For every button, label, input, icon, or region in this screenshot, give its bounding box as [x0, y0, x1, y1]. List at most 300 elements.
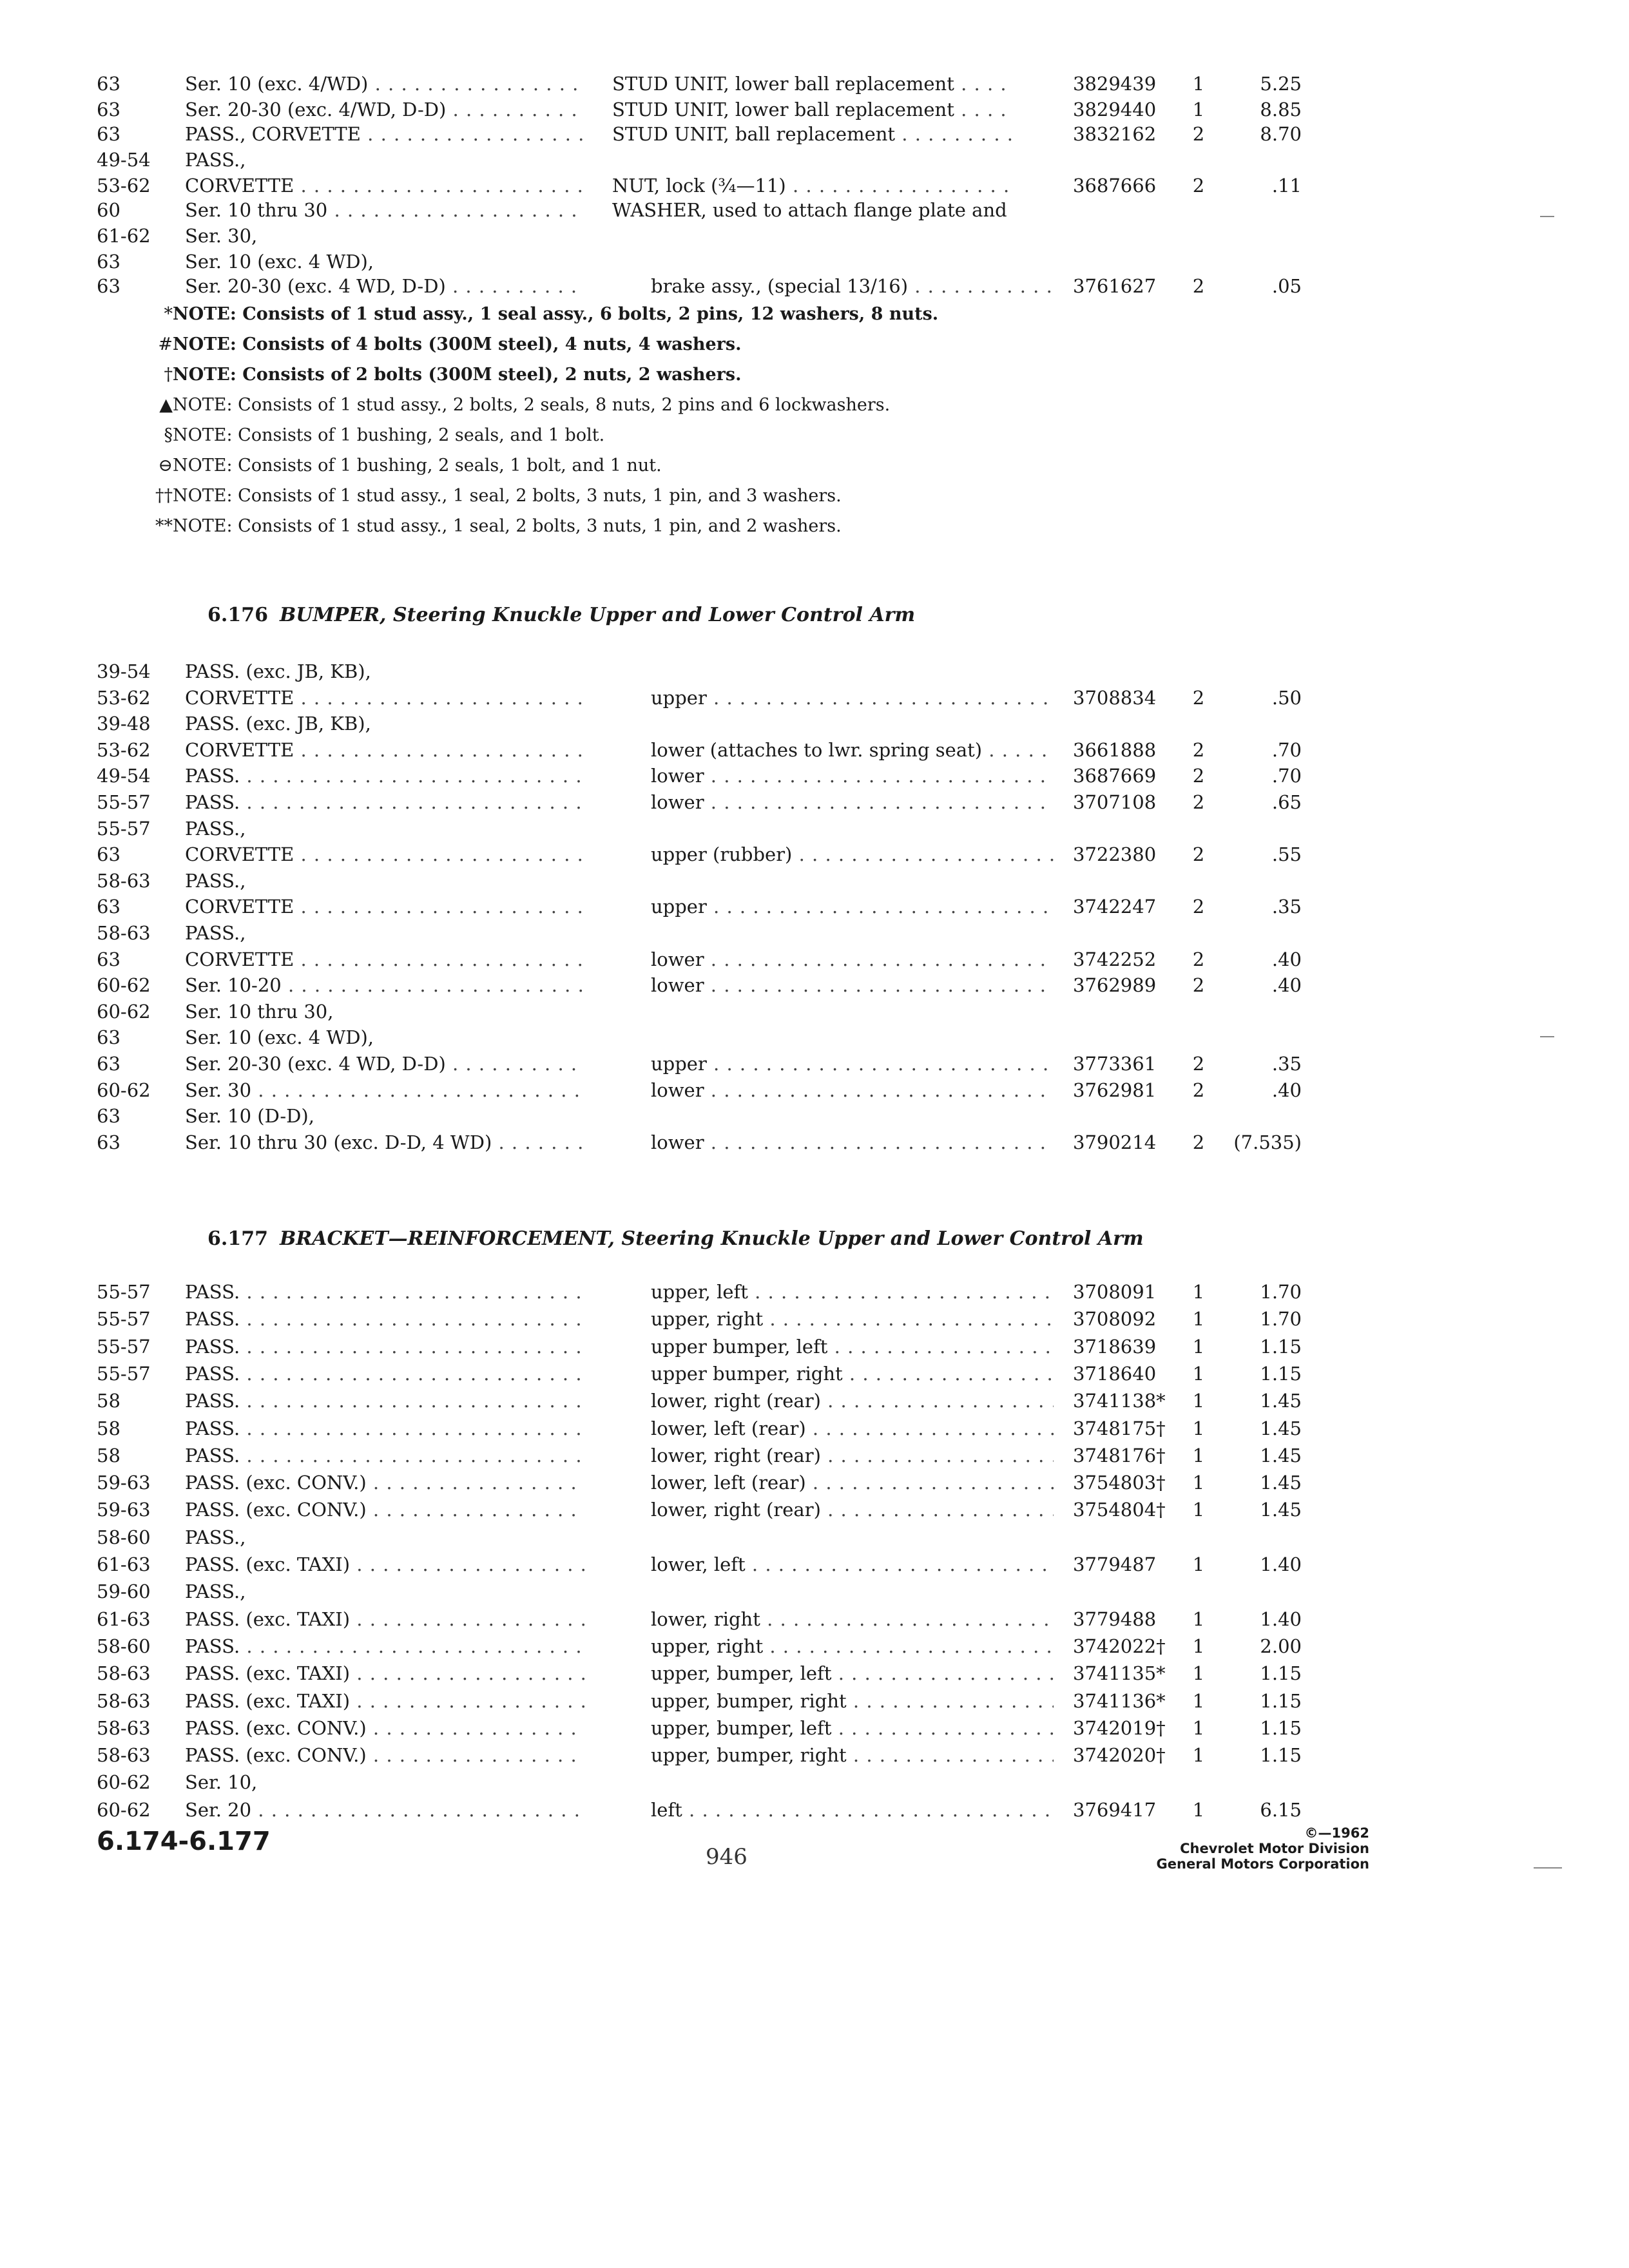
description: lower, left (rear) . . . — [651, 1470, 1054, 1495]
part-number: 3773361 — [1073, 1053, 1157, 1075]
note-line — [155, 332, 741, 358]
copyright-year: ©—1962 — [1304, 1825, 1369, 1841]
part-number: 3687666 — [1073, 175, 1157, 197]
quantity: 2 — [1192, 896, 1205, 918]
price: 1.15 — [1260, 1716, 1302, 1739]
year-range: 63 — [97, 1105, 120, 1128]
application: PASS. (exc. TAXI) . . . — [185, 1606, 584, 1632]
description: lower . . . — [651, 972, 1054, 998]
description: lower (attaches to lwr. spring seat) . . . — [651, 737, 1054, 763]
application: Ser. 10 thru 30, — [185, 1000, 334, 1023]
part-number: 3742247 — [1073, 896, 1157, 918]
price: 1.15 — [1260, 1335, 1302, 1358]
quantity: 1 — [1192, 1553, 1205, 1575]
description: WASHER, used to attach flange plate and — [612, 199, 1007, 221]
note-line — [155, 423, 604, 448]
part-number: 3748175† — [1073, 1417, 1166, 1439]
price: (7.535) — [1233, 1131, 1302, 1153]
application: Ser. 10 (D-D), — [185, 1105, 314, 1128]
margin-mark — [1534, 1867, 1562, 1869]
quantity: 1 — [1192, 1390, 1205, 1412]
table-row — [0, 1552, 1629, 1577]
year-range: 49-54 — [97, 765, 151, 787]
year-range: 63 — [97, 99, 120, 120]
quantity: 1 — [1192, 1662, 1205, 1685]
description: lower . . . — [651, 1077, 1054, 1103]
quantity: 2 — [1192, 275, 1205, 297]
price: .40 — [1271, 974, 1302, 997]
application: CORVETTE . . . — [185, 894, 584, 919]
part-number: 3661888 — [1073, 738, 1157, 761]
part-number: 3742019† — [1073, 1716, 1166, 1739]
table-row — [0, 658, 1629, 684]
quantity: 1 — [1192, 1744, 1205, 1767]
application: PASS. (exc. CONV.) . . . — [185, 1715, 584, 1741]
application: PASS. (exc. CONV.) . . . — [185, 1497, 584, 1523]
year-range: 53-62 — [97, 738, 151, 761]
description: STUD UNIT, lower ball replacement . . . — [612, 97, 1015, 122]
note-marker: ▲ — [159, 395, 173, 415]
part-number: 3790214 — [1073, 1131, 1157, 1153]
part-number: 3741135* — [1073, 1662, 1166, 1685]
application: PASS. . . . — [185, 1279, 584, 1305]
section-range: 6.174-6.177 — [97, 1827, 271, 1856]
description: upper, left . . . — [651, 1279, 1054, 1305]
table-row — [0, 1579, 1629, 1604]
year-range: 53-62 — [97, 686, 151, 709]
year-range: 63 — [97, 948, 120, 970]
quantity: 2 — [1192, 686, 1205, 709]
year-range: 58-60 — [97, 1635, 151, 1657]
application: Ser. 10-20 . . . — [185, 972, 584, 998]
table-row — [0, 223, 1629, 249]
quantity: 1 — [1192, 1417, 1205, 1439]
table-row — [0, 173, 1629, 198]
price: 5.25 — [1260, 73, 1302, 95]
description: brake assy., (special 13/16) . . . — [651, 273, 1054, 299]
quantity: 1 — [1192, 1608, 1205, 1630]
table-row — [0, 1633, 1629, 1659]
quantity: 2 — [1192, 948, 1205, 970]
price: .35 — [1271, 1053, 1302, 1075]
application: PASS., — [185, 922, 246, 944]
price: 8.70 — [1260, 123, 1302, 145]
table-row — [0, 1688, 1629, 1714]
description: left . . . — [651, 1797, 1054, 1823]
table-row — [0, 999, 1629, 1024]
description: lower . . . — [651, 1129, 1054, 1155]
description: upper . . . — [651, 894, 1054, 919]
description: lower, left . . . — [651, 1552, 1054, 1577]
price: 1.45 — [1260, 1499, 1302, 1521]
part-number: 3687669 — [1073, 765, 1157, 787]
application: Ser. 10 (exc. 4 WD), — [185, 251, 374, 273]
application: Ser. 20-30 (exc. 4/WD, D-D) . . . — [185, 97, 584, 122]
application: PASS. . . . — [185, 1306, 584, 1332]
price: 1.15 — [1260, 1662, 1302, 1685]
part-number: 3708092 — [1073, 1308, 1157, 1331]
part-number: 3707108 — [1073, 791, 1157, 813]
year-range: 63 — [97, 896, 120, 918]
year-range: 63 — [97, 1026, 120, 1049]
table-row — [0, 711, 1629, 736]
quantity: 1 — [1192, 1281, 1205, 1303]
price: .55 — [1271, 843, 1302, 866]
application: CORVETTE . . . — [185, 685, 584, 711]
year-range: 58-63 — [97, 869, 151, 892]
quantity: 1 — [1192, 1635, 1205, 1657]
note-text: NOTE: Consists of 1 stud assy., 2 bolts, 2 seals, 8 nuts, 2 pins and 6 lockwashers. — [173, 395, 891, 415]
price: 1.15 — [1260, 1744, 1302, 1767]
table-row — [0, 868, 1629, 894]
note-line — [155, 302, 938, 327]
note-marker: †† — [155, 486, 173, 506]
division-name: Chevrolet Motor Division — [1180, 1841, 1369, 1856]
year-range: 55-57 — [97, 1335, 151, 1358]
year-range: 55-57 — [97, 1308, 151, 1331]
part-number: 3779487 — [1073, 1553, 1157, 1575]
table-row — [0, 1606, 1629, 1632]
application: CORVETTE . . . — [185, 737, 584, 763]
copyright-block — [1118, 1825, 1369, 1872]
part-number: 3742252 — [1073, 948, 1157, 970]
price: 1.45 — [1260, 1472, 1302, 1494]
note-line — [155, 514, 842, 539]
application: Ser. 10, — [185, 1771, 258, 1794]
year-range: 60-62 — [97, 1798, 151, 1821]
table-row — [0, 789, 1629, 815]
description: lower, right (rear) . . . — [651, 1443, 1054, 1468]
table-row — [0, 1334, 1629, 1360]
price: .70 — [1271, 765, 1302, 787]
table-row — [0, 1742, 1629, 1768]
application: PASS., CORVETTE . . . — [185, 121, 584, 147]
year-range: 55-57 — [97, 791, 151, 813]
description: lower . . . — [651, 763, 1054, 789]
part-number: 3779488 — [1073, 1608, 1157, 1630]
year-range: 55-57 — [97, 817, 151, 840]
description: upper, right . . . — [651, 1633, 1054, 1659]
margin-mark — [1540, 1036, 1554, 1037]
application: PASS. . . . — [185, 1388, 584, 1414]
note-text: NOTE: Consists of 4 bolts (300M steel), 4 nuts, 4 washers. — [173, 334, 742, 354]
section-name: BRACKET—REINFORCEMENT, Steering Knuckle Upper and Lower Control Arm — [279, 1227, 1144, 1250]
quantity: 2 — [1192, 765, 1205, 787]
table-row — [0, 816, 1629, 841]
part-number: 3748176† — [1073, 1444, 1166, 1466]
note-text: NOTE: Consists of 1 stud assy., 1 seal assy., 6 bolts, 2 pins, 12 washers, 8 nuts. — [173, 304, 939, 324]
application: PASS. . . . — [185, 1416, 584, 1441]
price: 1.45 — [1260, 1444, 1302, 1466]
year-range: 59-60 — [97, 1581, 151, 1603]
table-row — [0, 1524, 1629, 1550]
note-marker: § — [164, 425, 173, 445]
table-row — [0, 1103, 1629, 1129]
application: PASS., — [185, 149, 246, 171]
note-text: NOTE: Consists of 1 stud assy., 1 seal, 2 bolts, 3 nuts, 1 pin, and 2 washers. — [173, 516, 842, 536]
note-line — [155, 392, 890, 418]
price: 1.45 — [1260, 1417, 1302, 1439]
description: lower . . . — [651, 947, 1054, 972]
note-marker: * — [164, 304, 173, 324]
note-text: NOTE: Consists of 1 stud assy., 1 seal, 2 bolts, 3 nuts, 1 pin, and 3 washers. — [173, 486, 842, 506]
application: CORVETTE . . . — [185, 841, 584, 867]
price: .70 — [1271, 738, 1302, 761]
quantity: 1 — [1192, 73, 1205, 95]
application: Ser. 30 . . . — [185, 1077, 584, 1103]
year-range: 63 — [97, 251, 120, 273]
year-range: 58-63 — [97, 1662, 151, 1685]
part-number: 3742020† — [1073, 1744, 1166, 1767]
application: PASS. . . . — [185, 1334, 584, 1360]
quantity: 1 — [1192, 1308, 1205, 1331]
table-row — [0, 1769, 1629, 1795]
year-range: 58-63 — [97, 1689, 151, 1712]
note-text: NOTE: Consists of 1 bushing, 2 seals, 1 bolt, and 1 nut. — [173, 456, 662, 476]
note-line — [155, 362, 741, 388]
part-number: 3718640 — [1073, 1362, 1157, 1385]
year-range: 60-62 — [97, 1771, 151, 1794]
table-row — [0, 763, 1629, 789]
year-range: 63 — [97, 1131, 120, 1153]
table-row — [0, 71, 1629, 97]
application: Ser. 20 . . . — [185, 1797, 584, 1823]
table-row — [0, 1077, 1629, 1103]
table-row — [0, 1443, 1629, 1468]
description: lower, left (rear) . . . — [651, 1416, 1054, 1441]
section-title-177 — [207, 1227, 1144, 1250]
description: upper . . . — [651, 685, 1054, 711]
part-number: 3762989 — [1073, 974, 1157, 997]
part-number: 3829440 — [1073, 99, 1157, 120]
table-row — [0, 1660, 1629, 1686]
year-range: 63 — [97, 1053, 120, 1075]
application: Ser. 10 (exc. 4/WD) . . . — [185, 71, 584, 97]
year-range: 55-57 — [97, 1362, 151, 1385]
application: PASS. (exc. TAXI) . . . — [185, 1688, 584, 1714]
description: STUD UNIT, lower ball replacement . . . — [612, 71, 1015, 97]
price: .50 — [1271, 686, 1302, 709]
description: STUD UNIT, ball replacement . . . — [612, 121, 1015, 147]
table-row — [0, 1416, 1629, 1441]
year-range: 61-63 — [97, 1608, 151, 1630]
part-number: 3708834 — [1073, 686, 1157, 709]
table-row — [0, 1129, 1629, 1155]
section-number: 6.177 — [207, 1227, 268, 1250]
application: Ser. 10 thru 30 . . . — [185, 197, 584, 223]
year-range: 63 — [97, 73, 120, 95]
quantity: 2 — [1192, 1131, 1205, 1153]
year-range: 55-57 — [97, 1281, 151, 1303]
price: 6.15 — [1260, 1798, 1302, 1821]
table-row — [0, 737, 1629, 763]
quantity: 2 — [1192, 791, 1205, 813]
table-row — [0, 1715, 1629, 1741]
year-range: 39-48 — [97, 713, 151, 735]
description: upper (rubber) . . . — [651, 841, 1054, 867]
description: upper, bumper, right . . . — [651, 1742, 1054, 1768]
description: upper bumper, left . . . — [651, 1334, 1054, 1360]
price: 1.70 — [1260, 1308, 1302, 1331]
year-range: 58 — [97, 1417, 120, 1439]
application: Ser. 30, — [185, 225, 258, 247]
year-range: 58-63 — [97, 1716, 151, 1739]
application: Ser. 10 (exc. 4 WD), — [185, 1026, 374, 1049]
description: NUT, lock (¾—11) . . . — [612, 173, 1015, 198]
description: lower, right (rear) . . . — [651, 1388, 1054, 1414]
table-row — [0, 1279, 1629, 1305]
application: Ser. 20-30 (exc. 4 WD, D-D) . . . — [185, 1051, 584, 1077]
application: PASS. . . . — [185, 1443, 584, 1468]
table-row — [0, 1024, 1629, 1050]
description: upper, bumper, left . . . — [651, 1660, 1054, 1686]
price: 1.15 — [1260, 1362, 1302, 1385]
table-row — [0, 121, 1629, 147]
year-range: 63 — [97, 843, 120, 866]
application: PASS., — [185, 817, 246, 840]
year-range: 39-54 — [97, 660, 151, 682]
description: upper bumper, right . . . — [651, 1361, 1054, 1387]
table-row — [0, 249, 1629, 274]
description: lower . . . — [651, 789, 1054, 815]
year-range: 60-62 — [97, 1079, 151, 1101]
quantity: 1 — [1192, 1798, 1205, 1821]
year-range: 59-63 — [97, 1499, 151, 1521]
application: CORVETTE . . . — [185, 173, 584, 198]
part-number: 3829439 — [1073, 73, 1157, 95]
year-range: 60 — [97, 199, 120, 221]
section-title-176 — [207, 604, 915, 626]
quantity: 2 — [1192, 1053, 1205, 1075]
quantity: 2 — [1192, 175, 1205, 197]
part-number: 3761627 — [1073, 275, 1157, 297]
application: PASS. (exc. CONV.) . . . — [185, 1470, 584, 1495]
application: PASS. . . . — [185, 1361, 584, 1387]
part-number: 3708091 — [1073, 1281, 1157, 1303]
year-range: 63 — [97, 123, 120, 145]
price: 1.15 — [1260, 1689, 1302, 1712]
description: lower, right . . . — [651, 1606, 1054, 1632]
quantity: 2 — [1192, 738, 1205, 761]
year-range: 61-63 — [97, 1553, 151, 1575]
year-range: 59-63 — [97, 1472, 151, 1494]
quantity: 2 — [1192, 843, 1205, 866]
year-range: 49-54 — [97, 149, 151, 171]
part-number: 3754803† — [1073, 1472, 1166, 1494]
note-marker: ⊖ — [158, 456, 173, 476]
year-range: 63 — [97, 275, 120, 297]
quantity: 1 — [1192, 1362, 1205, 1385]
year-range: 58 — [97, 1444, 120, 1466]
part-number: 3754804† — [1073, 1499, 1166, 1521]
table-row — [0, 1306, 1629, 1332]
corporation-name: General Motors Corporation — [1156, 1856, 1369, 1872]
price: .11 — [1271, 175, 1302, 197]
year-range: 61-62 — [97, 225, 151, 247]
year-range: 58 — [97, 1390, 120, 1412]
quantity: 2 — [1192, 1079, 1205, 1101]
application: Ser. 20-30 (exc. 4 WD, D-D) . . . — [185, 273, 584, 299]
year-range: 60-62 — [97, 974, 151, 997]
table-row — [0, 972, 1629, 998]
application: PASS., — [185, 1581, 246, 1603]
note-marker: ** — [155, 516, 173, 536]
note-marker: # — [158, 334, 173, 354]
quantity: 1 — [1192, 1499, 1205, 1521]
application: Ser. 10 thru 30 (exc. D-D, 4 WD) . . . — [185, 1129, 584, 1155]
year-range: 58-63 — [97, 1744, 151, 1767]
note-text: NOTE: Consists of 2 bolts (300M steel), 2 nuts, 2 washers. — [173, 365, 742, 385]
table-row — [0, 841, 1629, 867]
price: 8.85 — [1260, 99, 1302, 120]
application: CORVETTE . . . — [185, 947, 584, 972]
part-number: 3832162 — [1073, 123, 1157, 145]
quantity: 2 — [1192, 123, 1205, 145]
note-text: NOTE: Consists of 1 bushing, 2 seals, and 1 bolt. — [173, 425, 605, 445]
margin-mark — [1540, 216, 1554, 217]
price: 1.45 — [1260, 1390, 1302, 1412]
quantity: 1 — [1192, 1472, 1205, 1494]
price: .40 — [1271, 1079, 1302, 1101]
table-row — [0, 197, 1629, 223]
price: 2.00 — [1260, 1635, 1302, 1657]
table-row — [0, 920, 1629, 946]
price: .05 — [1271, 275, 1302, 297]
description: upper, right . . . — [651, 1306, 1054, 1332]
quantity: 1 — [1192, 1444, 1205, 1466]
quantity: 1 — [1192, 1689, 1205, 1712]
table-row — [0, 685, 1629, 711]
description: upper, bumper, left . . . — [651, 1715, 1054, 1741]
quantity: 2 — [1192, 974, 1205, 997]
table-row — [0, 273, 1629, 299]
part-number: 3741136* — [1073, 1689, 1166, 1712]
part-number: 3722380 — [1073, 843, 1157, 866]
price: 1.40 — [1260, 1608, 1302, 1630]
note-line — [155, 453, 662, 479]
application: PASS. (exc. CONV.) . . . — [185, 1742, 584, 1768]
description: upper, bumper, right . . . — [651, 1688, 1054, 1714]
application: PASS. (exc. TAXI) . . . — [185, 1660, 584, 1686]
quantity: 1 — [1192, 99, 1205, 120]
price: .65 — [1271, 791, 1302, 813]
part-number: 3762981 — [1073, 1079, 1157, 1101]
part-number: 3742022† — [1073, 1635, 1166, 1657]
table-row — [0, 1361, 1629, 1387]
quantity: 1 — [1192, 1335, 1205, 1358]
price: 1.40 — [1260, 1553, 1302, 1575]
quantity: 1 — [1192, 1716, 1205, 1739]
application: PASS., — [185, 1526, 246, 1548]
table-row — [0, 1497, 1629, 1523]
application: PASS., — [185, 869, 246, 892]
table-row — [0, 894, 1629, 919]
price: .40 — [1271, 948, 1302, 970]
table-row — [0, 1797, 1629, 1823]
part-number: 3769417 — [1073, 1798, 1157, 1821]
table-row — [0, 1388, 1629, 1414]
note-marker: † — [164, 365, 173, 385]
price: .35 — [1271, 896, 1302, 918]
table-row — [0, 1051, 1629, 1077]
description: lower, right (rear) . . . — [651, 1497, 1054, 1523]
table-row — [0, 97, 1629, 122]
page-number: 946 — [706, 1844, 747, 1870]
year-range: 58-63 — [97, 922, 151, 944]
application: PASS. (exc. JB, KB), — [185, 713, 371, 735]
note-line — [155, 483, 842, 509]
year-range: 53-62 — [97, 175, 151, 197]
